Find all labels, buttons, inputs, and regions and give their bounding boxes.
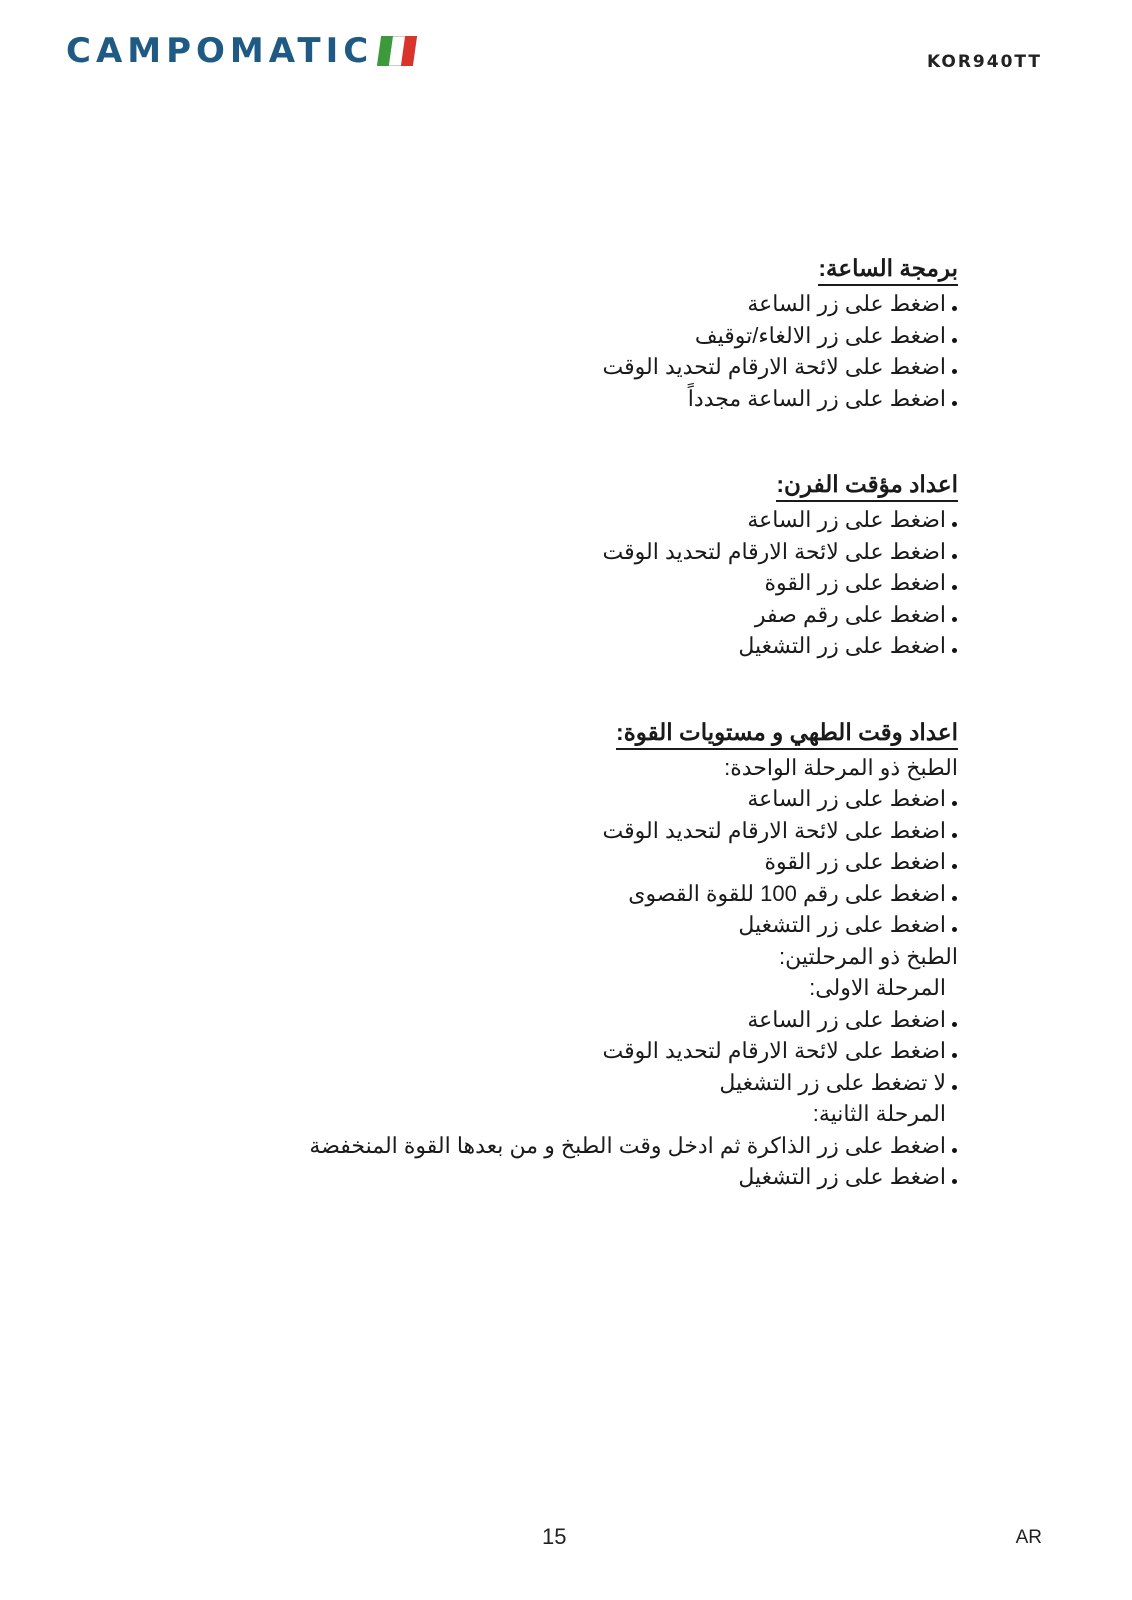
subheading: المرحلة الاولى:: [809, 975, 946, 1000]
section-heading: برمجة الساعة:: [818, 254, 958, 286]
subheading: الطبخ ذو المرحلتين:: [778, 943, 958, 969]
bullet-item: اضغط على زر التشغيل: [158, 630, 958, 662]
bullet-item: اضغط على زر القوة: [158, 567, 958, 599]
instructions-content: [158, 254, 958, 1249]
bullet-item: اضغط على رقم صفر: [158, 599, 958, 631]
bullet-item: لا تضغط على زر التشغيل: [158, 1067, 958, 1099]
bullet-item: اضغط على زر الساعة: [158, 288, 958, 320]
bullet-item: اضغط على زر القوة: [158, 846, 958, 878]
subheading: المرحلة الثانية:: [812, 1101, 946, 1126]
bullet-item: اضغط على لائحة الارقام لتحديد الوقت: [158, 536, 958, 568]
brand-name: CAMPOMATIC: [66, 31, 374, 71]
instruction-section: [158, 470, 958, 662]
italian-flag-icon: [377, 36, 417, 66]
instruction-section: [158, 718, 958, 1193]
bullet-item: اضغط على لائحة الارقام لتحديد الوقت: [158, 1035, 958, 1067]
bullet-item: اضغط على رقم 100 للقوة القصوى: [158, 878, 958, 910]
subheading: الطبخ ذو المرحلة الواحدة:: [724, 754, 958, 780]
bullet-item: اضغط على زر الساعة مجدداً: [158, 383, 958, 415]
bullet-item: اضغط على زر الساعة: [158, 783, 958, 815]
bullet-item: اضغط على زر الالغاء/توقيف: [158, 320, 958, 352]
bullet-item: اضغط على زر التشغيل: [158, 909, 958, 941]
instruction-section: [158, 254, 958, 414]
brand-logo: [66, 31, 415, 71]
bullet-item: اضغط على لائحة الارقام لتحديد الوقت: [158, 815, 958, 847]
bullet-item: اضغط على زر الساعة: [158, 1004, 958, 1036]
page-number: 15: [542, 1524, 567, 1549]
bullet-item: اضغط على لائحة الارقام لتحديد الوقت: [158, 351, 958, 383]
bullet-item: اضغط على زر الساعة: [158, 504, 958, 536]
model-number: KOR940TT: [926, 52, 1042, 72]
section-heading: اعداد وقت الطهي و مستويات القوة:: [616, 718, 958, 750]
flag-stripe-red: [401, 36, 417, 66]
language-code: AR: [1015, 1527, 1042, 1548]
section-heading: اعداد مؤقت الفرن:: [776, 470, 958, 502]
bullet-item: اضغط على زر التشغيل: [158, 1161, 958, 1193]
bullet-item: اضغط على زر الذاكرة ثم ادخل وقت الطبخ و من بعدها القوة المنخفضة: [158, 1130, 958, 1162]
